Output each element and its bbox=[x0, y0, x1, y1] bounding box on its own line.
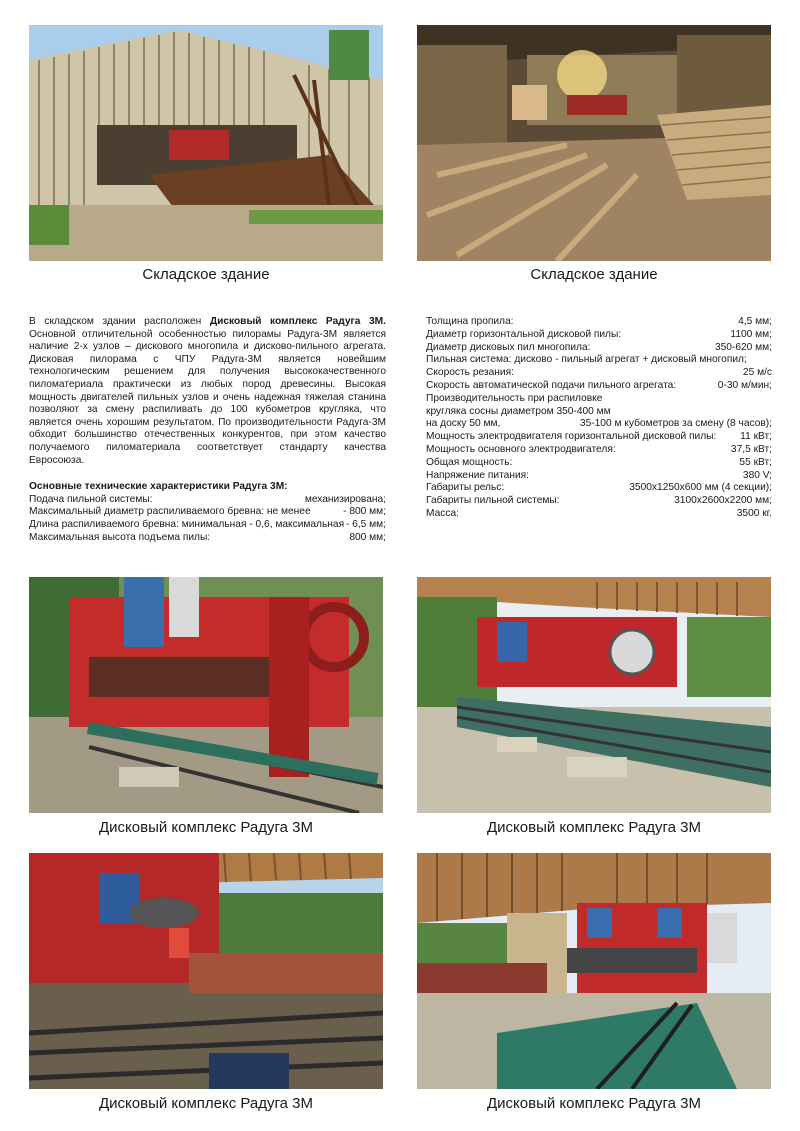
spec-row: Мощность основного электродвигателя: 37,5 кВт; bbox=[426, 443, 772, 455]
photo-caption: Складское здание bbox=[142, 266, 270, 283]
warehouse-photo-interior bbox=[417, 25, 771, 261]
description-paragraph: В складском здании расположен Дисковый комплекс Радуга 3М. Основной отличительной особенностью пилорамы Радуга-3М является наличие 2-х узлов – дискового многопила и дисково-пильного агрегата. Дисковая пилорама с ЧПУ Радуга-3М является новейшим технологическим решением для получения высококачественного пиломатериала практически из любых пород древесины. Высокая мощность двигателей пильных узлов и очень надежная тяжелая станина позволяют за смену распиливать до 100 кубометров кругляка, что является очень хорошим результатом. По производительности Радуга-3М обходит большинство отечественных конкурентов, при этом качество получаемого пиломатериала соответствует стандарту качества Евросоюза. bbox=[29, 316, 386, 466]
spec-row: Производительность при распиловке bbox=[426, 392, 603, 404]
photo-caption: Складское здание bbox=[530, 266, 658, 283]
spec-row: Масса: 3500 кг. bbox=[426, 507, 772, 519]
spec-row: кругляка сосны диаметром 350-400 мм bbox=[426, 405, 611, 417]
warehouse-photo-exterior bbox=[29, 25, 383, 261]
spec-row: Подача пильной системы: механизирована; bbox=[29, 493, 386, 505]
sawmill-photo-closeup bbox=[29, 577, 383, 813]
spec-row: Мощность электродвигателя горизонтальной дисковой пилы: 11 кВт; bbox=[426, 431, 772, 443]
sawmill-photo-overview bbox=[417, 577, 771, 813]
photo-caption: Дисковый комплекс Радуга 3М bbox=[487, 1095, 701, 1112]
specs-left-list bbox=[29, 494, 386, 544]
spec-row: Скорость резания: 25 м/с bbox=[426, 367, 772, 379]
spec-row: Диаметр дисковых пил многопила: 350-620 мм; bbox=[426, 341, 772, 353]
photo-caption: Дисковый комплекс Радуга 3М bbox=[99, 819, 313, 836]
spec-row: Напряжение питания: 380 V; bbox=[426, 469, 772, 481]
spec-row: Максимальная высота подъема пилы: 800 мм; bbox=[29, 531, 386, 543]
spec-row: Максимальный диаметр распиливаемого бревна: не менее - 800 мм; bbox=[29, 506, 386, 518]
specs-right-list bbox=[426, 316, 772, 521]
spec-row: Габариты пильной системы: 3100х2600х2200 мм; bbox=[426, 495, 772, 507]
spec-row: Длина распиливаемого бревна: минимальная - 0,6, максимальная - 6,5 мм; bbox=[29, 518, 386, 530]
spec-row: Габариты рельс: 3500х1250х600 мм (4 секции); bbox=[426, 482, 772, 494]
sawmill-photo-wide bbox=[417, 853, 771, 1089]
spec-row: Пильная система: дисково - пильный агрегат + дисковый многопил; bbox=[426, 354, 747, 366]
description-block bbox=[29, 316, 386, 544]
photo-caption: Дисковый комплекс Радуга 3М bbox=[487, 819, 701, 836]
specs-title: Основные технические характеристики Радуга 3М: bbox=[29, 481, 288, 493]
sawmill-photo-rails bbox=[29, 853, 383, 1089]
spec-row: Общая мощность: 55 кВт; bbox=[426, 456, 772, 468]
spec-row: на доску 50 мм, 35-100 м кубометров за смену (8 часов); bbox=[426, 418, 772, 430]
photo-caption: Дисковый комплекс Радуга 3М bbox=[99, 1095, 313, 1112]
spec-row: Скорость автоматической подачи пильного агрегата: 0-30 м/мин; bbox=[426, 379, 772, 391]
spec-row: Диаметр горизонтальной дисковой пилы: 1100 мм; bbox=[426, 328, 772, 340]
spec-row: Толщина пропила: 4,5 мм; bbox=[426, 316, 772, 327]
